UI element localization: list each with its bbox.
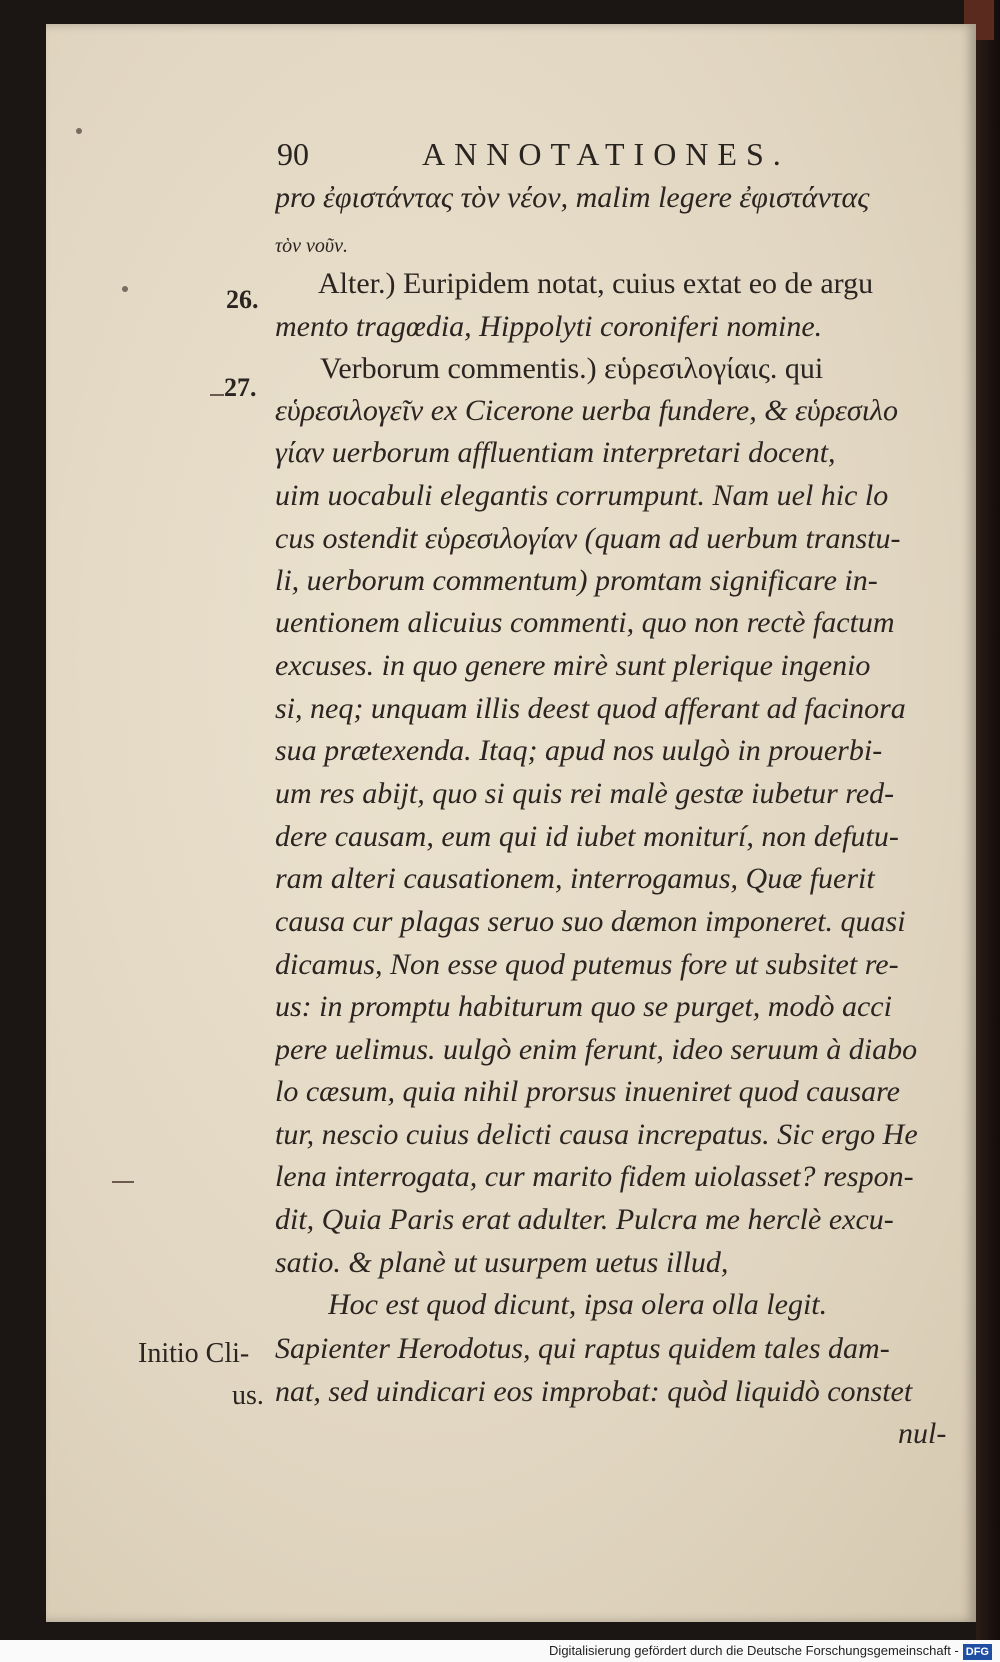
margin-dash xyxy=(210,394,224,396)
text-line: εὑρεσιλογεῖν ex Cicerone uerba fundere, & εὑρεσιλο xyxy=(275,394,898,427)
text-line: Hoc est quod dicunt, ipsa olera olla legit. xyxy=(328,1288,828,1321)
text-line: dere causam, eum qui id iubet moniturí, non defutu- xyxy=(275,820,899,853)
running-head: ANNOTATIONES. xyxy=(422,136,790,172)
book-binding-edge xyxy=(976,0,1000,1640)
text-line: um res abijt, quo si quis rei malè gestæ iubetur red- xyxy=(275,777,895,810)
text-line: Sapienter Herodotus, qui raptus quidem tales dam- xyxy=(275,1332,890,1365)
page-header xyxy=(277,136,957,180)
side-note-line-2: us. xyxy=(232,1380,264,1411)
margin-dot xyxy=(76,128,82,134)
text-line: us: in promptu habiturum quo se purget, modò acci xyxy=(275,990,892,1023)
margin-dash xyxy=(112,1181,134,1183)
text-line: cus ostendit εὑρεσιλογίαν (quam ad uerbum transtu- xyxy=(275,522,901,555)
text-line: pere uelimus. uulgò enim ferunt, ideo seruum à diabo xyxy=(275,1033,918,1066)
text-line: li, uerborum commentum) promtam significare in- xyxy=(275,564,878,597)
text-line: dit, Quia Paris erat adulter. Pulcra me herclè excu- xyxy=(275,1203,894,1236)
text-line: satio. & planè ut usurpem uetus illud, xyxy=(275,1246,729,1279)
text-line: pro ἐφιστάντας τὸν νέον, malim legere ἐφιστάντας xyxy=(275,181,870,214)
text-line: si, neq; unquam illis deest quod afferant ad facinora xyxy=(275,692,906,725)
dfg-logo: DFG xyxy=(963,1644,992,1660)
text-line: ram alteri causationem, interrogamus, Quæ fuerit xyxy=(275,862,875,895)
text-line: γίαν uerborum affluentiam interpretari docent, xyxy=(275,436,836,469)
text-line: Alter.) Euripidem notat, cuius extat eo de argu xyxy=(318,267,874,300)
side-note-line-1: Initio Cli- xyxy=(138,1338,250,1369)
text-line: lena interrogata, cur marito fidem uiolasset? respon- xyxy=(275,1160,914,1193)
text-line: nat, sed uindicari eos improbat: quòd liquidò constet xyxy=(275,1375,913,1408)
footer-credit: Digitalisierung gefördert durch die Deutsche Forschungsgemeinschaft - xyxy=(549,1643,959,1658)
text-line: causa cur plagas seruo suo dæmon imponeret. quasi xyxy=(275,905,906,938)
text-line: uim uocabuli elegantis corrumpunt. Nam uel hic lo xyxy=(275,479,889,512)
text-line: τὸν νοῦν. xyxy=(275,235,348,257)
text-line: tur, nescio cuius delicti causa increpatus. Sic ergo He xyxy=(275,1118,918,1151)
annotation-number-26: 26. xyxy=(226,285,259,314)
text-line: mento tragœdia, Hippolyti coroniferi nomine. xyxy=(275,310,823,343)
page-number: 90 xyxy=(277,136,309,172)
text-line: Verborum commentis.) εὑρεσιλογίαις. qui xyxy=(320,352,824,385)
text-line: sua prætexenda. Itaq; apud nos uulgò in prouerbi- xyxy=(275,734,883,767)
text-line: uentionem alicuius commenti, quo non rectè factum xyxy=(275,606,895,639)
margin-dot xyxy=(122,286,128,292)
text-line: dicamus, Non esse quod putemus fore ut subsitet re- xyxy=(275,948,899,981)
digitization-footer xyxy=(0,1640,1000,1662)
text-line: lo cæsum, quia nihil prorsus inueniret quod causare xyxy=(275,1075,900,1108)
annotation-number-27: 27. xyxy=(224,373,257,402)
catchword: nul- xyxy=(898,1417,947,1450)
text-line: excuses. in quo genere mirè sunt plerique ingenio xyxy=(275,649,871,682)
